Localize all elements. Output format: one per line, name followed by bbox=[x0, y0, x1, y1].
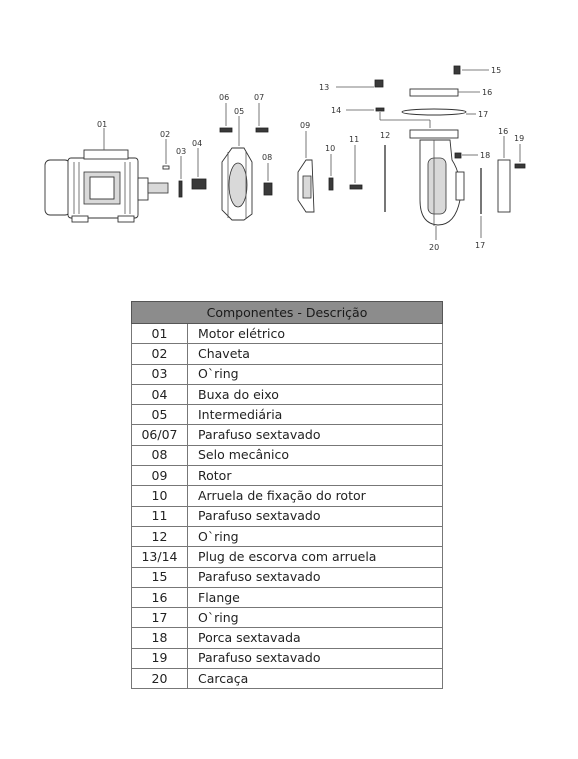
oring-03-part bbox=[179, 181, 182, 197]
callout-01: 01 bbox=[97, 120, 108, 129]
key-part bbox=[163, 166, 169, 169]
part-description-cell: Rotor bbox=[188, 466, 443, 486]
part-number-cell: 11 bbox=[132, 506, 188, 526]
part-number-cell: 04 bbox=[132, 384, 188, 404]
part-number-cell: 08 bbox=[132, 445, 188, 465]
callout-02: 02 bbox=[160, 130, 171, 139]
part-number-cell: 10 bbox=[132, 486, 188, 506]
flange-side-part bbox=[498, 160, 510, 212]
table-row bbox=[132, 506, 443, 526]
callout-18: 18 bbox=[480, 151, 491, 160]
callout-15: 15 bbox=[491, 66, 502, 75]
flange-top-part bbox=[410, 89, 458, 96]
part-description-cell: Parafuso sextavado bbox=[188, 506, 443, 526]
part-number-cell: 15 bbox=[132, 567, 188, 587]
intermediate-part bbox=[222, 148, 252, 220]
part-description-cell: Parafuso sextavado bbox=[188, 425, 443, 445]
table-header: Componentes - Descrição bbox=[132, 302, 443, 324]
motor-part bbox=[45, 150, 168, 222]
callout-12: 12 bbox=[380, 131, 391, 140]
table-row bbox=[132, 628, 443, 648]
part-number-cell: 18 bbox=[132, 628, 188, 648]
callout-20: 20 bbox=[429, 243, 440, 252]
part-number-cell: 13/14 bbox=[132, 547, 188, 567]
part-description-cell: Arruela de fixação do rotor bbox=[188, 486, 443, 506]
callout-13: 13 bbox=[319, 83, 330, 92]
table-row bbox=[132, 547, 443, 567]
table-row bbox=[132, 567, 443, 587]
callout-10: 10 bbox=[325, 144, 336, 153]
nut-part bbox=[455, 153, 461, 158]
table-row bbox=[132, 384, 443, 404]
callout-17-top: 17 bbox=[478, 110, 489, 119]
table-row bbox=[132, 466, 443, 486]
table-row bbox=[132, 344, 443, 364]
bolt-06-part bbox=[220, 128, 232, 132]
washer-14-part bbox=[376, 108, 384, 111]
table-row bbox=[132, 526, 443, 546]
callout-04: 04 bbox=[192, 139, 203, 148]
part-number-cell: 19 bbox=[132, 648, 188, 668]
table-row bbox=[132, 364, 443, 384]
bolt-11-part bbox=[350, 185, 362, 189]
part-number-cell: 03 bbox=[132, 364, 188, 384]
part-number-cell: 01 bbox=[132, 324, 188, 344]
callout-08: 08 bbox=[262, 153, 273, 162]
table-row bbox=[132, 425, 443, 445]
part-number-cell: 17 bbox=[132, 608, 188, 628]
callout-03: 03 bbox=[176, 147, 187, 156]
table-row bbox=[132, 405, 443, 425]
part-number-cell: 06/07 bbox=[132, 425, 188, 445]
part-number-cell: 09 bbox=[132, 466, 188, 486]
table-row bbox=[132, 587, 443, 607]
part-description-cell: O`ring bbox=[188, 608, 443, 628]
part-description-cell: Selo mecânico bbox=[188, 445, 443, 465]
callout-07: 07 bbox=[254, 93, 265, 102]
exploded-pump-diagram bbox=[0, 0, 578, 290]
parts-table bbox=[131, 301, 443, 689]
plug-13-part bbox=[375, 80, 383, 87]
part-description-cell: Buxa do eixo bbox=[188, 384, 443, 404]
callout-16-side: 16 bbox=[498, 127, 509, 136]
part-description-cell: Plug de escorva com arruela bbox=[188, 547, 443, 567]
table-header-row bbox=[132, 302, 443, 324]
table-row bbox=[132, 445, 443, 465]
casing-part bbox=[410, 130, 464, 226]
part-description-cell: Chaveta bbox=[188, 344, 443, 364]
part-number-cell: 02 bbox=[132, 344, 188, 364]
washer-part bbox=[329, 178, 333, 190]
seal-part bbox=[264, 183, 272, 195]
callout-17-side: 17 bbox=[475, 241, 486, 250]
callout-19: 19 bbox=[514, 134, 525, 143]
callout-09: 09 bbox=[300, 121, 311, 130]
bolt-15-part bbox=[454, 66, 460, 74]
part-description-cell: Parafuso sextavado bbox=[188, 567, 443, 587]
callout-14: 14 bbox=[331, 106, 342, 115]
part-number-cell: 20 bbox=[132, 669, 188, 689]
callout-16-top: 16 bbox=[482, 88, 493, 97]
part-number-cell: 12 bbox=[132, 526, 188, 546]
part-description-cell: Motor elétrico bbox=[188, 324, 443, 344]
part-description-cell: O`ring bbox=[188, 364, 443, 384]
table-row bbox=[132, 486, 443, 506]
bushing-part bbox=[192, 179, 206, 189]
table-row bbox=[132, 324, 443, 344]
part-description-cell: Porca sextavada bbox=[188, 628, 443, 648]
table-row bbox=[132, 669, 443, 689]
table-row bbox=[132, 648, 443, 668]
table-row bbox=[132, 608, 443, 628]
callout-05: 05 bbox=[234, 107, 245, 116]
impeller-part bbox=[298, 160, 314, 212]
oring-17-top-part bbox=[402, 109, 466, 115]
part-description-cell: O`ring bbox=[188, 526, 443, 546]
bolt-19-part bbox=[515, 164, 525, 168]
part-description-cell: Intermediária bbox=[188, 405, 443, 425]
callout-06: 06 bbox=[219, 93, 230, 102]
parts-table-body bbox=[132, 324, 443, 689]
callout-11: 11 bbox=[349, 135, 360, 144]
part-description-cell: Carcaça bbox=[188, 669, 443, 689]
part-number-cell: 05 bbox=[132, 405, 188, 425]
part-description-cell: Flange bbox=[188, 587, 443, 607]
part-number-cell: 16 bbox=[132, 587, 188, 607]
bolt-07-part bbox=[256, 128, 268, 132]
part-description-cell: Parafuso sextavado bbox=[188, 648, 443, 668]
